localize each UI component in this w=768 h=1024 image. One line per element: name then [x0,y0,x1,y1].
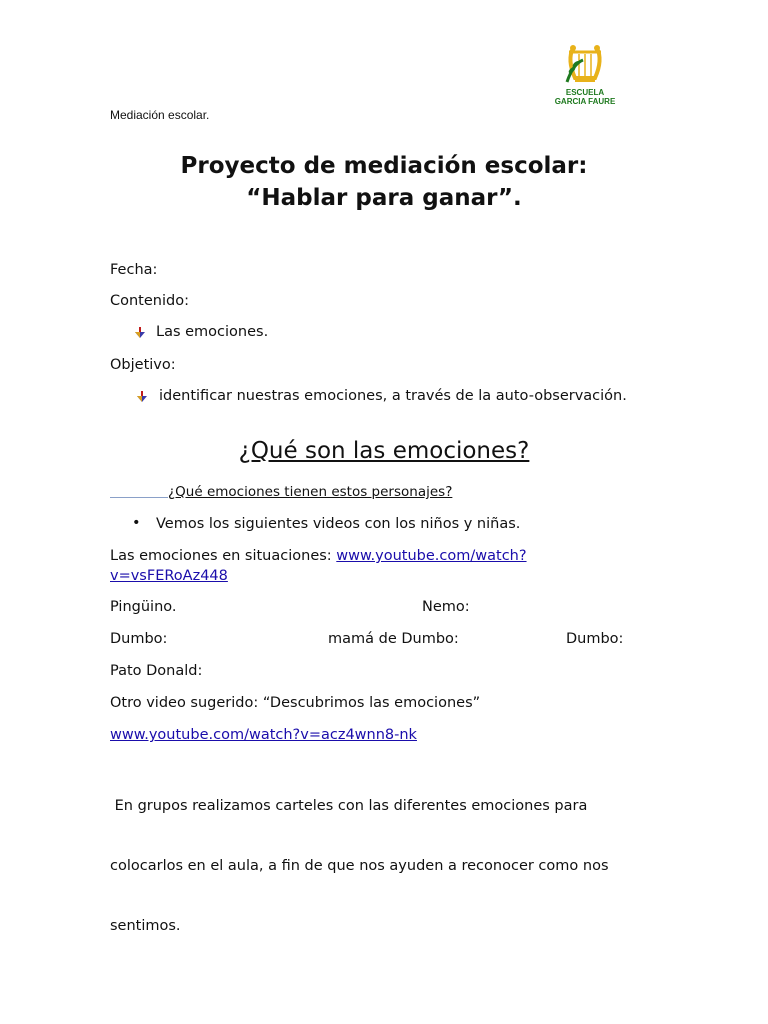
grupos-line2: colocarlos en el aula, a fin de que nos ayuden a reconocer como nos [110,858,609,874]
section-title-text: ¿Qué son las emociones? [238,438,530,464]
youtube-link-1[interactable]: www.youtube.com/watch? [336,548,527,564]
bullet-dot: • [132,515,141,531]
title-line1: Proyecto de mediación escolar: [180,153,588,179]
pinguino-label: Pingüino. [110,599,177,615]
lyre-icon [545,42,625,88]
school-logo [545,42,625,108]
mama-dumbo-label: mamá de Dumbo: [328,631,459,647]
logo-line1: ESCUELA [565,88,605,97]
grupos-line1: En grupos realizamos carteles con las diferentes emociones para [110,798,588,814]
grupos-line3: sentimos. [110,918,181,934]
grupos-paragraph [110,756,609,956]
youtube-link-1-cont[interactable]: v=vsFERoAz448 [110,568,228,584]
objetivo-item: identificar nuestras emociones, a través de la auto-observación. [159,388,627,404]
question-text: ¿Qué emociones tienen estos personajes? [168,484,453,500]
nemo-label: Nemo: [422,599,470,615]
bullet-text: Vemos los siguientes videos con los niños y niñas. [156,516,521,532]
section-title [0,438,768,464]
objetivo-label: Objetivo: [110,357,176,373]
header-text: Mediación escolar. [110,108,210,122]
logo-line2: GARCIA FAURE [554,97,616,106]
situaciones-line1 [110,546,527,566]
dumbo-label-2: Dumbo: [566,631,624,647]
dumbo-label-1: Dumbo: [110,631,168,647]
situaciones-label: Las emociones en situaciones: [110,548,337,564]
otro-video-text: Otro video sugerido: “Descubrimos las emociones” [110,695,481,711]
page-title [0,150,768,214]
arrow-down-bullet-icon [134,327,146,339]
fecha-label: Fecha: [110,262,158,278]
contenido-label: Contenido: [110,293,189,309]
youtube-link-2[interactable]: www.youtube.com/watch?v=acz4wnn8-nk [110,727,417,743]
title-line2: “Hablar para ganar”. [246,185,522,211]
contenido-item: Las emociones. [156,324,269,340]
arrow-down-bullet-icon [136,391,148,403]
pato-donald-label: Pato Donald: [110,663,203,679]
divider [110,497,168,498]
